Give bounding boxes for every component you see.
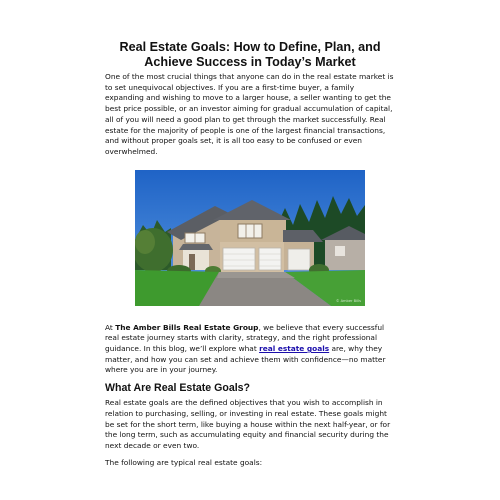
p2-text-before: At <box>105 322 116 332</box>
real-estate-goals-link[interactable]: real estate goals <box>259 344 330 354</box>
section-heading: What Are Real Estate Goals? <box>105 382 251 395</box>
company-name: The Amber Bills Real Estate Group <box>115 322 259 332</box>
hero-image <box>135 170 365 306</box>
typical-goals-intro: The following are typical real estate goals: <box>105 457 263 467</box>
article-title: Real Estate Goals: How to Define, Plan, and Achieve Success in Today’s Market <box>119 40 381 69</box>
intro-paragraph: One of the most crucial things that anyone can do in the real estate market is to set unequivocal objectives. If you are a first-time buyer, a family expanding and wishing to move to a larger house, a seller wanting to get the best price possible, or an investor aiming for gradual accumulation of capital, all of you will need a good plan to get through the market successfully. Real estate for the majority of people is one of the largest financial transactions, and without proper goals set, it is all too easy to be confused or even overwhelmed. <box>105 72 394 156</box>
photo-watermark: © Amber Bills <box>335 298 361 303</box>
definition-paragraph: Real estate goals are the defined objectives that you wish to accomplish in relation to purchasing, selling, or investing in real estate. These goals might be set for the short term, like buying a house within the next half-year, or for the long term, such as accumulating equity and financial security during the next decade or even two. <box>105 398 391 450</box>
article <box>105 40 395 468</box>
p2-text-middle: , we believe that every successful real estate journey starts with clarity, strategy, and the right professional guidance. In this blog, we’ll explore what <box>105 322 385 354</box>
company-paragraph <box>105 323 395 377</box>
p2-text-after: are, why they matter, and how you can set and achieve them with confidence—no matter where you are in your journey. <box>105 344 386 375</box>
